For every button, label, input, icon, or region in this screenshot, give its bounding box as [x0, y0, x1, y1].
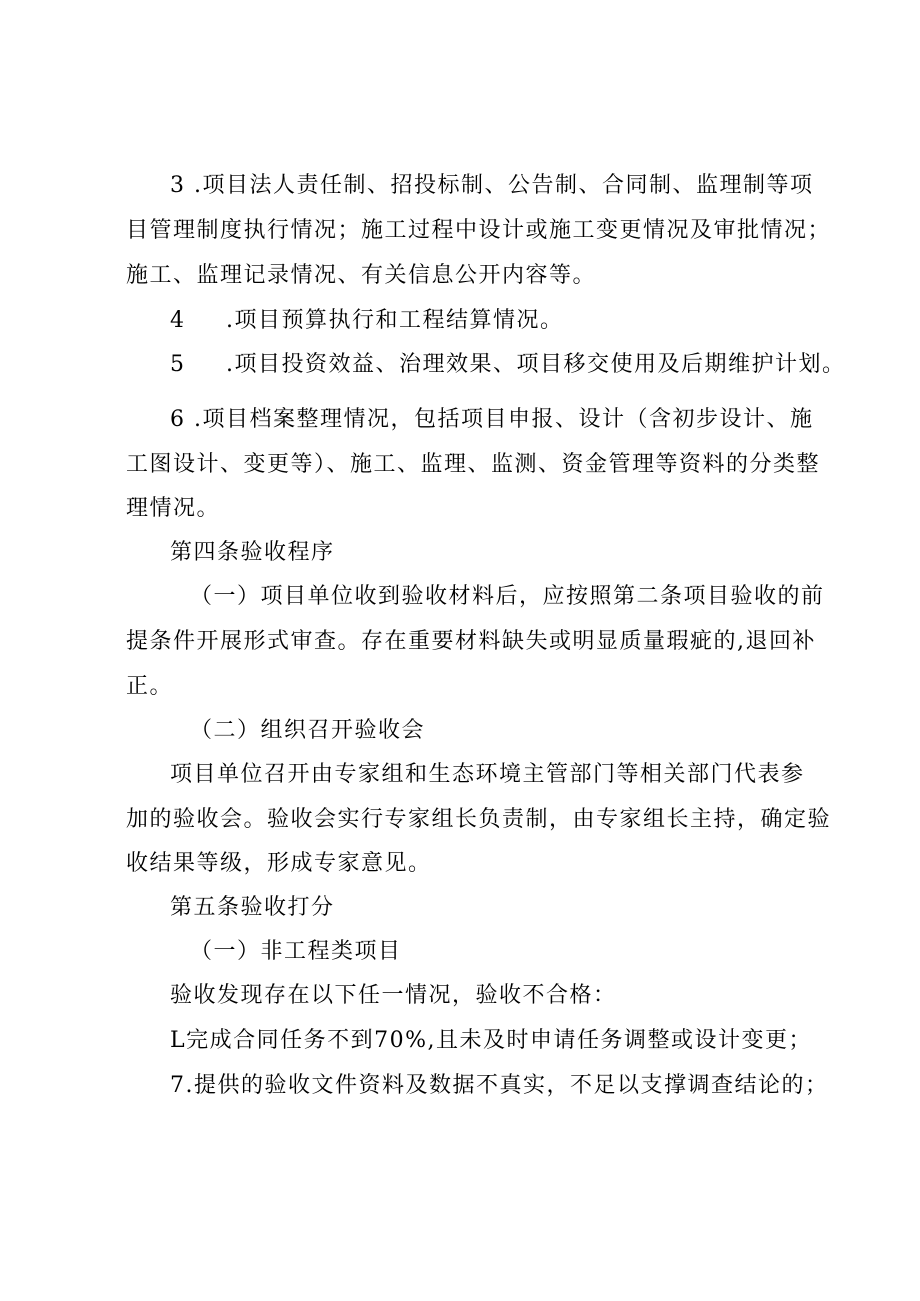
item-4-text: .项目预算执行和工程结算情况。	[226, 308, 564, 333]
item-6-line-1: 6 .项目档案整理情况，包括项目申报、设计（含初步设计、施	[170, 407, 814, 432]
item-6-line-2: 工图设计、变更等）、施工、监理、监测、资金管理等资料的分类整	[126, 452, 821, 477]
non-engineering-heading: （一）非工程类项目	[190, 939, 402, 964]
item-3-line-3: 施工、监理记录情况、有关信息公开内容等。	[126, 263, 597, 288]
fail-conditions-intro: 验收发现存在以下任一情况，验收不合格：	[170, 983, 617, 1008]
meeting-line-1: 项目单位召开由专家组和生态环境主管部门等相关部门代表参	[170, 762, 805, 787]
fail-condition-2: 7.提供的验收文件资料及数据不真实，不足以支撑调查结论的；	[170, 1073, 829, 1098]
item-5	[170, 350, 846, 380]
procedure-1-line-1: （一）项目单位收到验收材料后，应按照第二条项目验收的前	[190, 584, 825, 609]
procedure-1-line-2: 提条件开展形式审查。存在重要材料缺失或明显质量瑕疵的,退回补	[126, 629, 816, 654]
meeting-line-2: 加的验收会。验收会实行专家组长负责制，由专家组长主持，确定验	[126, 807, 832, 832]
item-3-line-2: 目管理制度执行情况；施工过程中设计或施工变更情况及审批情况；	[126, 218, 832, 243]
fail-condition-1: L完成合同任务不到70%,且未及时申请任务调整或设计变更；	[170, 1028, 813, 1053]
item-3-line-1: 3 .项目法人责任制、招投标制、公告制、合同制、监理制等项	[170, 173, 814, 198]
article-4-heading: 第四条验收程序	[170, 540, 335, 565]
item-5-text: .项目投资效益、治理效果、项目移交使用及后期维护计划。	[226, 352, 846, 377]
item-4	[170, 306, 806, 336]
item-5-number: 5	[170, 352, 186, 377]
article-5-heading: 第五条验收打分	[170, 895, 335, 920]
procedure-1-line-3: 正。	[126, 674, 174, 699]
procedure-2-heading: （二）组织召开验收会	[190, 718, 426, 743]
meeting-line-3: 收结果等级，形成专家意见。	[126, 851, 432, 876]
item-4-number: 4	[170, 308, 186, 333]
item-6-line-3: 理情况。	[126, 496, 221, 521]
